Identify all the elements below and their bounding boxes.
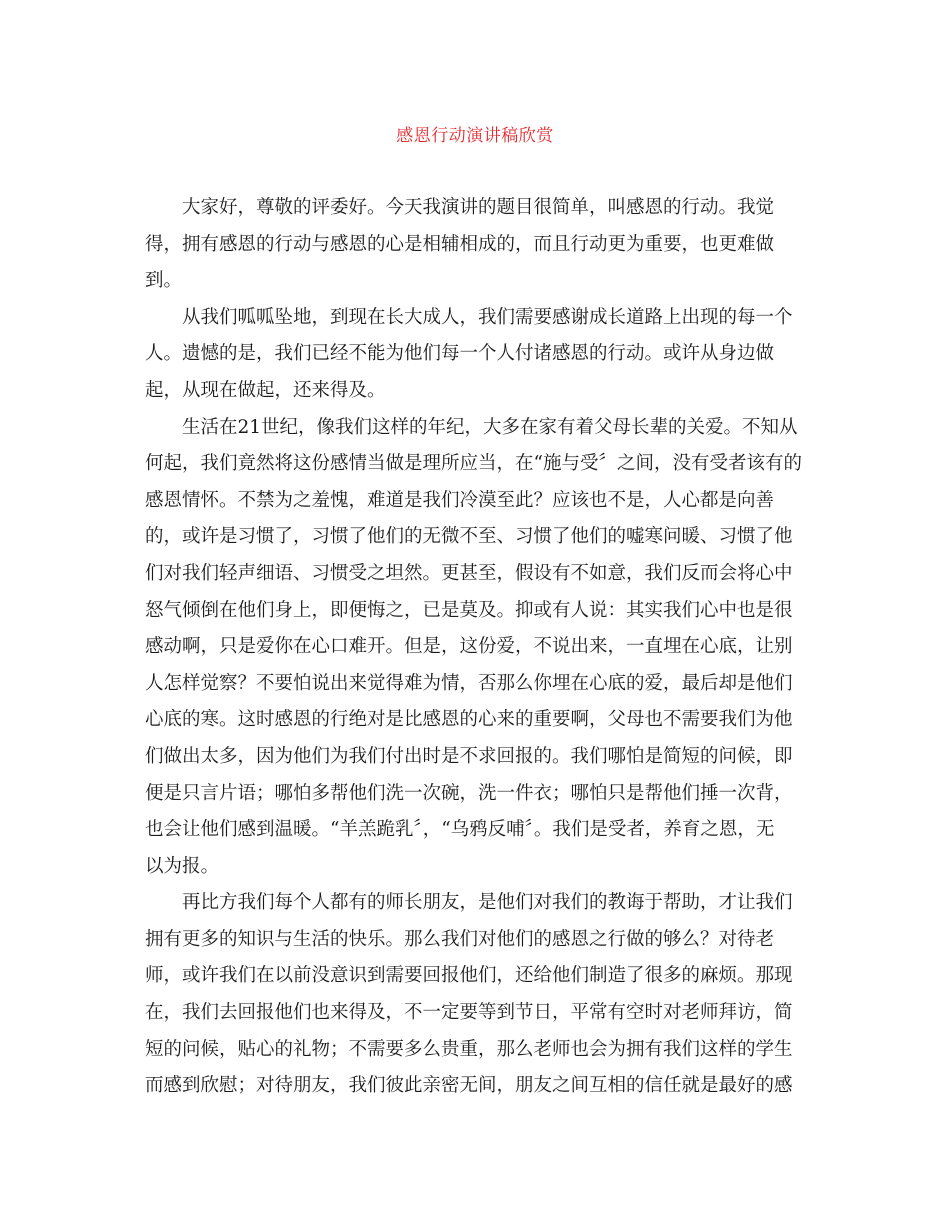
text-line: 大家好，尊敬的评委好。今天我演讲的题目很简单，叫感恩的行动。我觉: [182, 197, 775, 218]
text-line: 到。: [145, 270, 183, 292]
text-line: 再比方我们每个人都有的师长朋友，是他们对我们的教诲于帮助，才让我们: [182, 892, 793, 914]
text-line: 感恩情怀。不禁为之羞愧，难道是我们冷漠至此？应该也不是，人心都是向善: [145, 489, 775, 511]
text-line: 生活在21世纪，像我们这样的年纪，大多在家有着父母长辈的关爱。不知从: [182, 416, 798, 438]
text-line: 起，从现在做起，还来得及。: [145, 379, 386, 401]
text-line: 师，或许我们在以前没意识到需要回报他们，还给他们制造了很多的麻烦。那现: [145, 965, 793, 987]
text-line: 便是只言片语；哪怕多帮他们洗一次碗，洗一件衣；哪怕只是帮他们捶一次背，: [145, 782, 793, 804]
text-line: 从我们呱呱坠地，到现在长大成人，我们需要感谢成长道路上出现的每一个: [182, 306, 793, 328]
text-line: 人。遗憾的是，我们已经不能为他们每一个人付诸感恩的行动。或许从身边做: [145, 343, 775, 365]
document-title: 感恩行动演讲稿欣赏: [396, 126, 554, 146]
text-line: 感动啊，只是爱你在心口难开。但是，这份爱，不说出来，一直埋在心底，让别: [145, 636, 793, 658]
text-line: 的，或许是习惯了，习惯了他们的无微不至、习惯了他们的嘘寒问暖、习惯了他: [145, 526, 793, 548]
text-line: 短的问候，贴心的礼物；不需要多么贵重，那么老师也会为拥有我们这样的学生: [145, 1038, 793, 1060]
text-line: 何起，我们竟然将这份感情当做是理所应当，在“施与受〞之间，没有受者该有的: [145, 453, 802, 475]
paragraph-4: [145, 885, 805, 1105]
paragraph-3: [145, 410, 805, 886]
text-line: 拥有更多的知识与生活的快乐。那么我们对他们的感恩之行做的够么？对待老: [145, 928, 775, 950]
text-line: 得，拥有感恩的行动与感恩的心是相辅相成的，而且行动更为重要，也更难做: [145, 233, 775, 255]
text-line: 而感到欣慰；对待朋友，我们彼此亲密无间，朋友之间互相的信任就是最好的感: [145, 1075, 793, 1097]
paragraph-2: [145, 300, 805, 410]
text-line: 们做出太多，因为他们为我们付出时是不求回报的。我们哪怕是简短的问候，即: [145, 745, 793, 767]
text-line: 怒气倾倒在他们身上，即便悔之，已是莫及。抑或有人说：其实我们心中也是很: [145, 599, 793, 621]
text-line: 心底的寒。这时感恩的行绝对是比感恩的心来的重要啊，父母也不需要我们为他: [145, 709, 793, 731]
document-body: [145, 190, 805, 1105]
text-line: 在，我们去回报他们也来得及，不一定要等到节日，平常有空时对老师拜访，简: [145, 1002, 793, 1024]
paragraph-1: [145, 190, 805, 300]
text-line: 们对我们轻声细语、习惯受之坦然。更甚至，假设有不如意，我们反而会将心中: [145, 562, 793, 584]
text-line: 以为报。: [145, 855, 220, 877]
text-line: 人怎样觉察？不要怕说出来觉得难为情，否那么你埋在心底的爱，最后却是他们: [145, 672, 793, 694]
text-line: 也会让他们感到温暖。“羊羔跪乳〞，“乌鸦反哺〞。我们是受者，养育之恩，无: [145, 819, 775, 841]
